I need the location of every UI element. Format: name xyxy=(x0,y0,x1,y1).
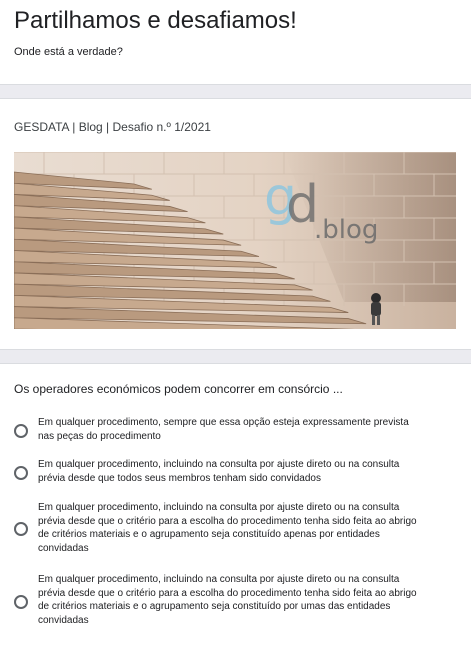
section-title: GESDATA | Blog | Desafio n.º 1/2021 xyxy=(14,120,211,134)
radio-button[interactable] xyxy=(14,466,28,480)
answer-option-label: Em qualquer procedimento, incluindo na consulta por ajuste direto ou na consulta prévia desde que todos seus membros tenham sido convidados xyxy=(38,459,400,484)
answer-option-3[interactable] xyxy=(14,501,454,556)
answer-option-2[interactable] xyxy=(14,458,454,486)
radio-button[interactable] xyxy=(14,595,28,609)
svg-text:g: g xyxy=(264,167,298,227)
svg-text:.blog: .blog xyxy=(314,215,379,245)
question-title: Os operadores económicos podem concorrer em consórcio ... xyxy=(14,382,343,396)
section-header-card xyxy=(0,99,471,349)
form-header-card xyxy=(0,0,471,84)
form-description: Onde está a verdade? xyxy=(14,46,123,58)
answer-option-label: Em qualquer procedimento, sempre que essa opção esteja expressamente prevista nas peças do procedimento xyxy=(38,417,409,442)
answer-option-label: Em qualquer procedimento, incluindo na consulta por ajuste direto ou na consulta prévia desde que o critério para a escolha do procedimento tenha sido feita ao abrigo de critérios materiais e o agrupamento seja constituído apenas por entidades convidadas xyxy=(38,502,417,554)
answer-option-1[interactable] xyxy=(14,416,454,444)
answer-option-4[interactable] xyxy=(14,573,454,628)
svg-text:d: d xyxy=(286,175,320,235)
radio-button[interactable] xyxy=(14,522,28,536)
radio-button[interactable] xyxy=(14,424,28,438)
stairs-photo-image xyxy=(14,152,456,329)
question-card xyxy=(0,364,471,651)
form-title: Partilhamos e desafiamos! xyxy=(14,7,297,34)
section-divider xyxy=(0,84,471,99)
section-divider xyxy=(0,349,471,364)
answer-option-label: Em qualquer procedimento, incluindo na consulta por ajuste direto ou na consulta prévia desde que o critério para a escolha do procedimento tenha sido feita ao abrigo de critérios materiais e o agrupamento seja constituído por umas das entidades convidadas xyxy=(38,574,417,626)
